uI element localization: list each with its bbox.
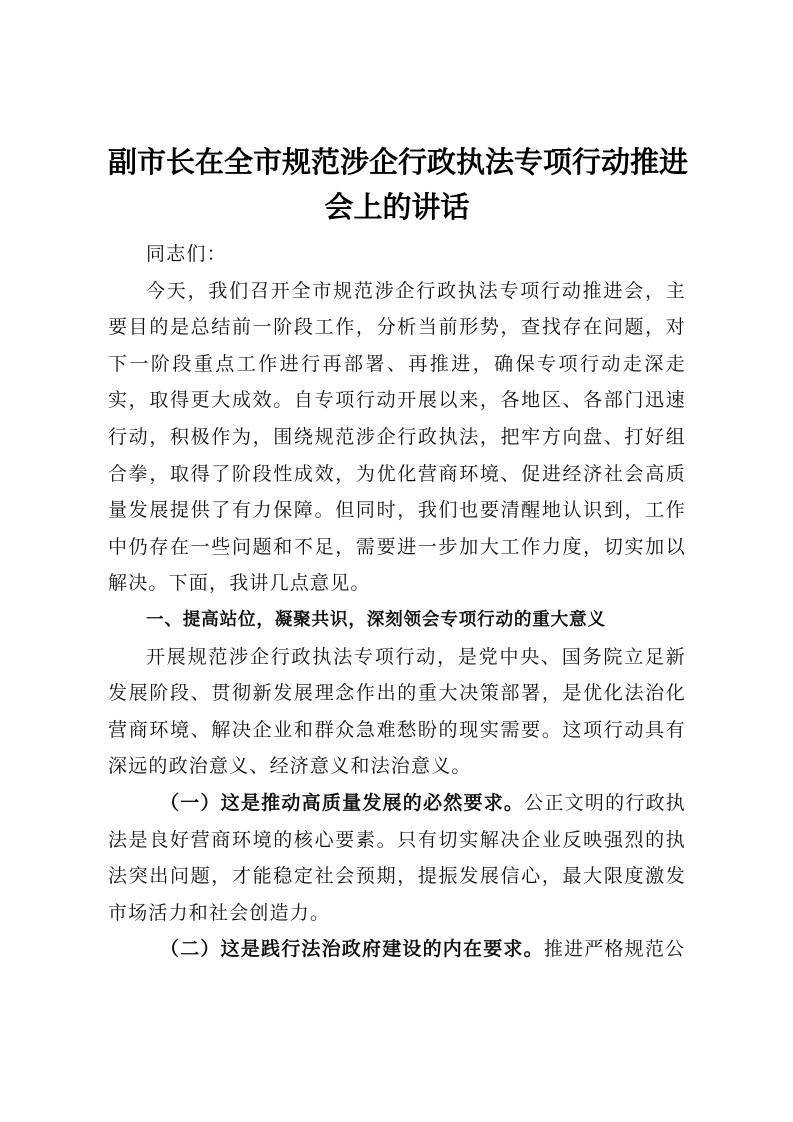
intro-paragraph: 今天，我们召开全市规范涉企行政执法专项行动推进会，主要目的是总结前一阶段工作，分析当前形势，查找存在问题，对下一阶段重点工作进行再部署、再推进，确保专项行动走深走实，取得更大成效。自专项行动开展以来，各地区、各部门迅速行动，积极作为，围绕规范涉企行政执法，把牢方向盘、打好组合拳，取得了阶段性成效，为优化营商环境、促进经济社会高质量发展提供了有力保障。但同时，我们也要清醒地认识到，工作中仍存在一些问题和不足，需要进一步加大工作力度，切实加以解决。下面，我讲几点意见。 [108, 279, 686, 595]
point-2-lead: （二）这是践行法治政府建设的内在要求。 [160, 938, 544, 961]
document-page [108, 140, 689, 968]
title-line-1: 副市长在全市规范涉企行政执法专项行动推进 [108, 145, 689, 179]
document-title [108, 140, 689, 230]
point-1-lead: （一）这是推动高质量发展的必然要求。 [160, 791, 525, 814]
point-1-paragraph [108, 785, 686, 931]
title-line-2: 会上的讲话 [324, 190, 470, 224]
point-2-body: 推进严格规范公 [543, 938, 686, 961]
section-1-heading: 一、提高站位，凝聚共识，深刻领会专项行动的重大意义 [146, 609, 606, 630]
salutation: 同志们： [146, 243, 227, 265]
point-2-paragraph [108, 931, 686, 968]
point-1-body: 公正文明的行政执法是良好营商环境的核心要素。只有切实解决企业反映强烈的执法突出问题，才能稳定社会预期，提振发展信心，最大限度激发市场活力和社会创造力。 [108, 791, 686, 924]
section-1-paragraph: 开展规范涉企行政执法专项行动，是党中央、国务院立足新发展阶段、贯彻新发展理念作出的重大决策部署，是优化法治化营商环境、解决企业和群众急难愁盼的现实需要。这项行动具有深远的政治意义、经济意义和法治意义。 [108, 645, 686, 778]
